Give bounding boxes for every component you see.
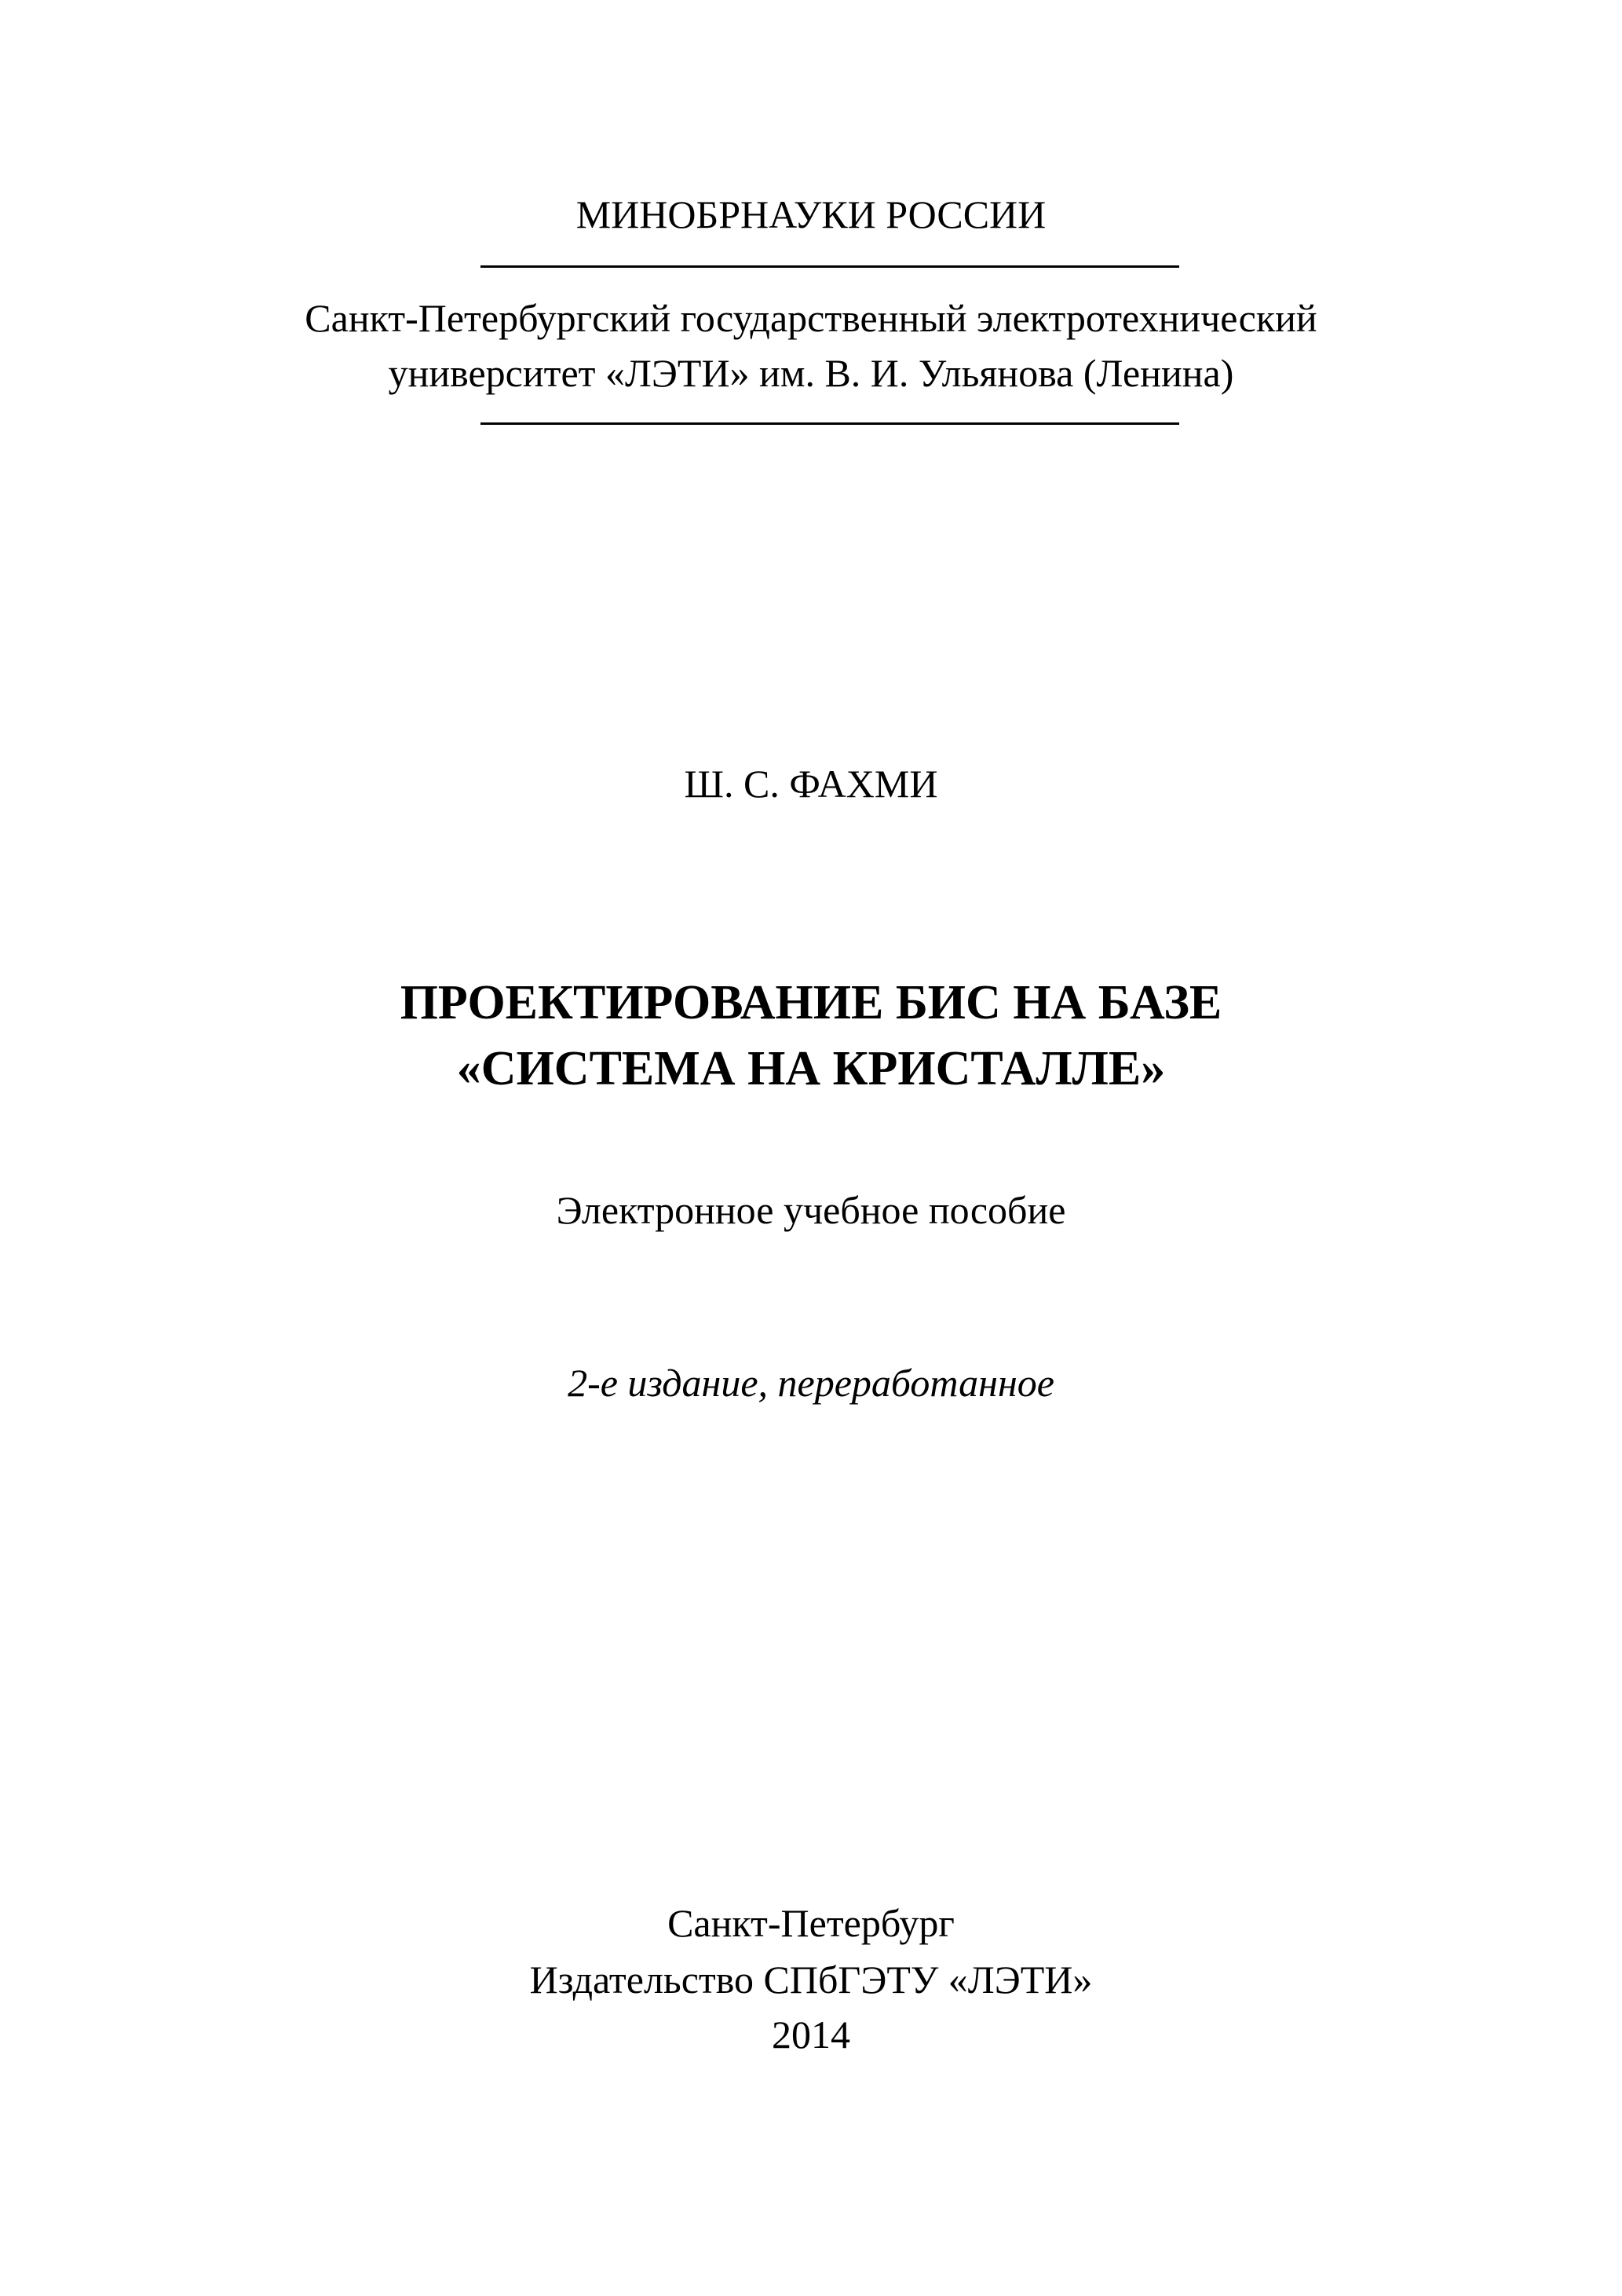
header-divider-top <box>480 265 1179 268</box>
header-divider-bottom <box>480 422 1179 425</box>
book-title-line-2: «СИСТЕМА НА КРИСТАЛЛЕ» <box>456 1042 1166 1095</box>
book-title-line-1: ПРОЕКТИРОВАНИЕ БИС НА БАЗЕ <box>400 976 1222 1029</box>
university-name-line-1: Санкт-Петербургский государственный электротехнический <box>305 296 1317 340</box>
imprint-city: Санкт-Петербург <box>667 1901 955 1945</box>
imprint-publisher: Издательство СПбГЭТУ «ЛЭТИ» <box>529 1958 1093 2002</box>
ministry-heading: МИНОБРНАУКИ РОССИИ <box>575 192 1047 236</box>
edition-note: 2-е издание, переработанное <box>568 1361 1054 1405</box>
imprint-year: 2014 <box>772 2013 850 2057</box>
author-name: Ш. С. ФАХМИ <box>684 762 938 806</box>
document-type: Электронное учебное пособие <box>556 1188 1066 1232</box>
university-name-line-2: университет «ЛЭТИ» им. В. И. Ульянова (Ленина) <box>388 351 1234 395</box>
